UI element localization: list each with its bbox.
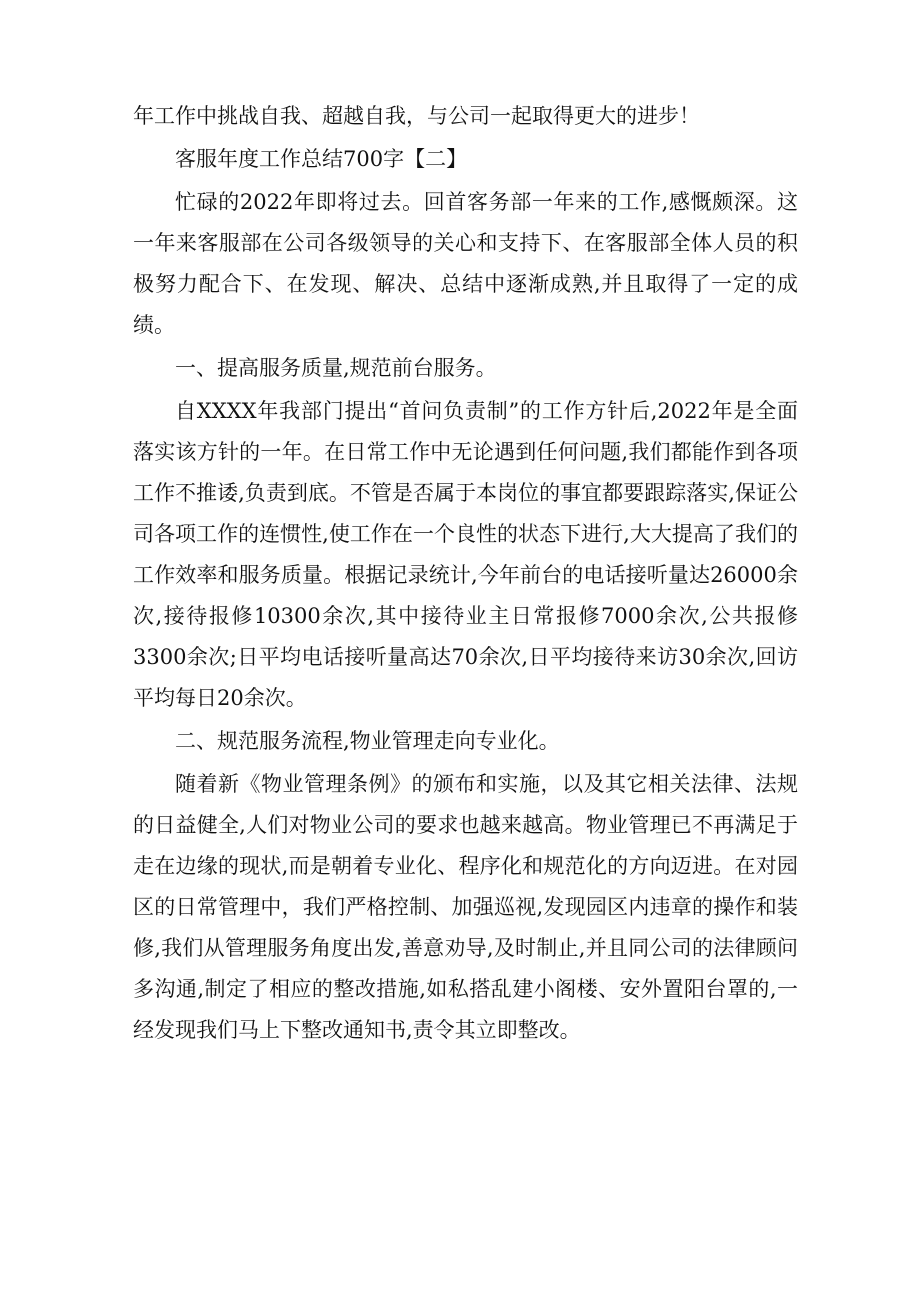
paragraph-service-quality: 自XXXX年我部门提出“首问负责制”的工作方针后,2022年是全面落实该方针的一年。在日常工作中无论遇到任何问题,我们都能作到各项工作不推诿,负责到底。不管是否属于本岗位的事宜都要跟踪落实,保证公司各项工作的连惯性,使工作在一个良性的状态下进行,大大提高了我们的工作效率和服务质量。根据记录统计,今年前台的电话接听量达26000余次,接待报修10300余次,其中接待业主日常报修7000余次,公共报修3300余次;日平均电话接听量高达70余次,日平均接待来访30余次,回访平均每日20余次。	[133, 399, 798, 710]
section-title: 客服年度工作总结700字【二】	[175, 147, 468, 171]
heading-one: 一、提高服务质量,规范前台服务。	[175, 356, 497, 380]
paragraph-service-process: 随着新《物业管理条例》的颁布和实施，以及其它相关法律、法规的日益健全,人们对物业公司的要求也越来越高。物业管理已不再满足于走在边缘的现状,而是朝着专业化、程序化和规范化的方向迈进。在对园区的日常管理中，我们严格控制、加强巡视,发现园区内违章的操作和装修,我们从管理服务角度出发,善意劝导,及时制止,并且同公司的法律顾问多沟通,制定了相应的整改措施,如私搭乱建小阁楼、安外置阳台罩的,一经发现我们马上下整改通知书,责令其立即整改。	[133, 772, 798, 1042]
heading-two: 二、规范服务流程,物业管理走向专业化。	[175, 729, 560, 753]
paragraph-continuation: 年工作中挑战自我、超越自我，与公司一起取得更大的进步！	[133, 104, 700, 128]
paragraph-intro: 忙碌的2022年即将过去。回首客务部一年来的工作,感慨颇深。这一年来客服部在公司各级领导的关心和支持下、在客服部全体人员的积极努力配合下、在发现、解决、总结中逐渐成熟,并且取得了一定的成绩。	[133, 190, 798, 337]
document-body	[133, 96, 798, 1053]
